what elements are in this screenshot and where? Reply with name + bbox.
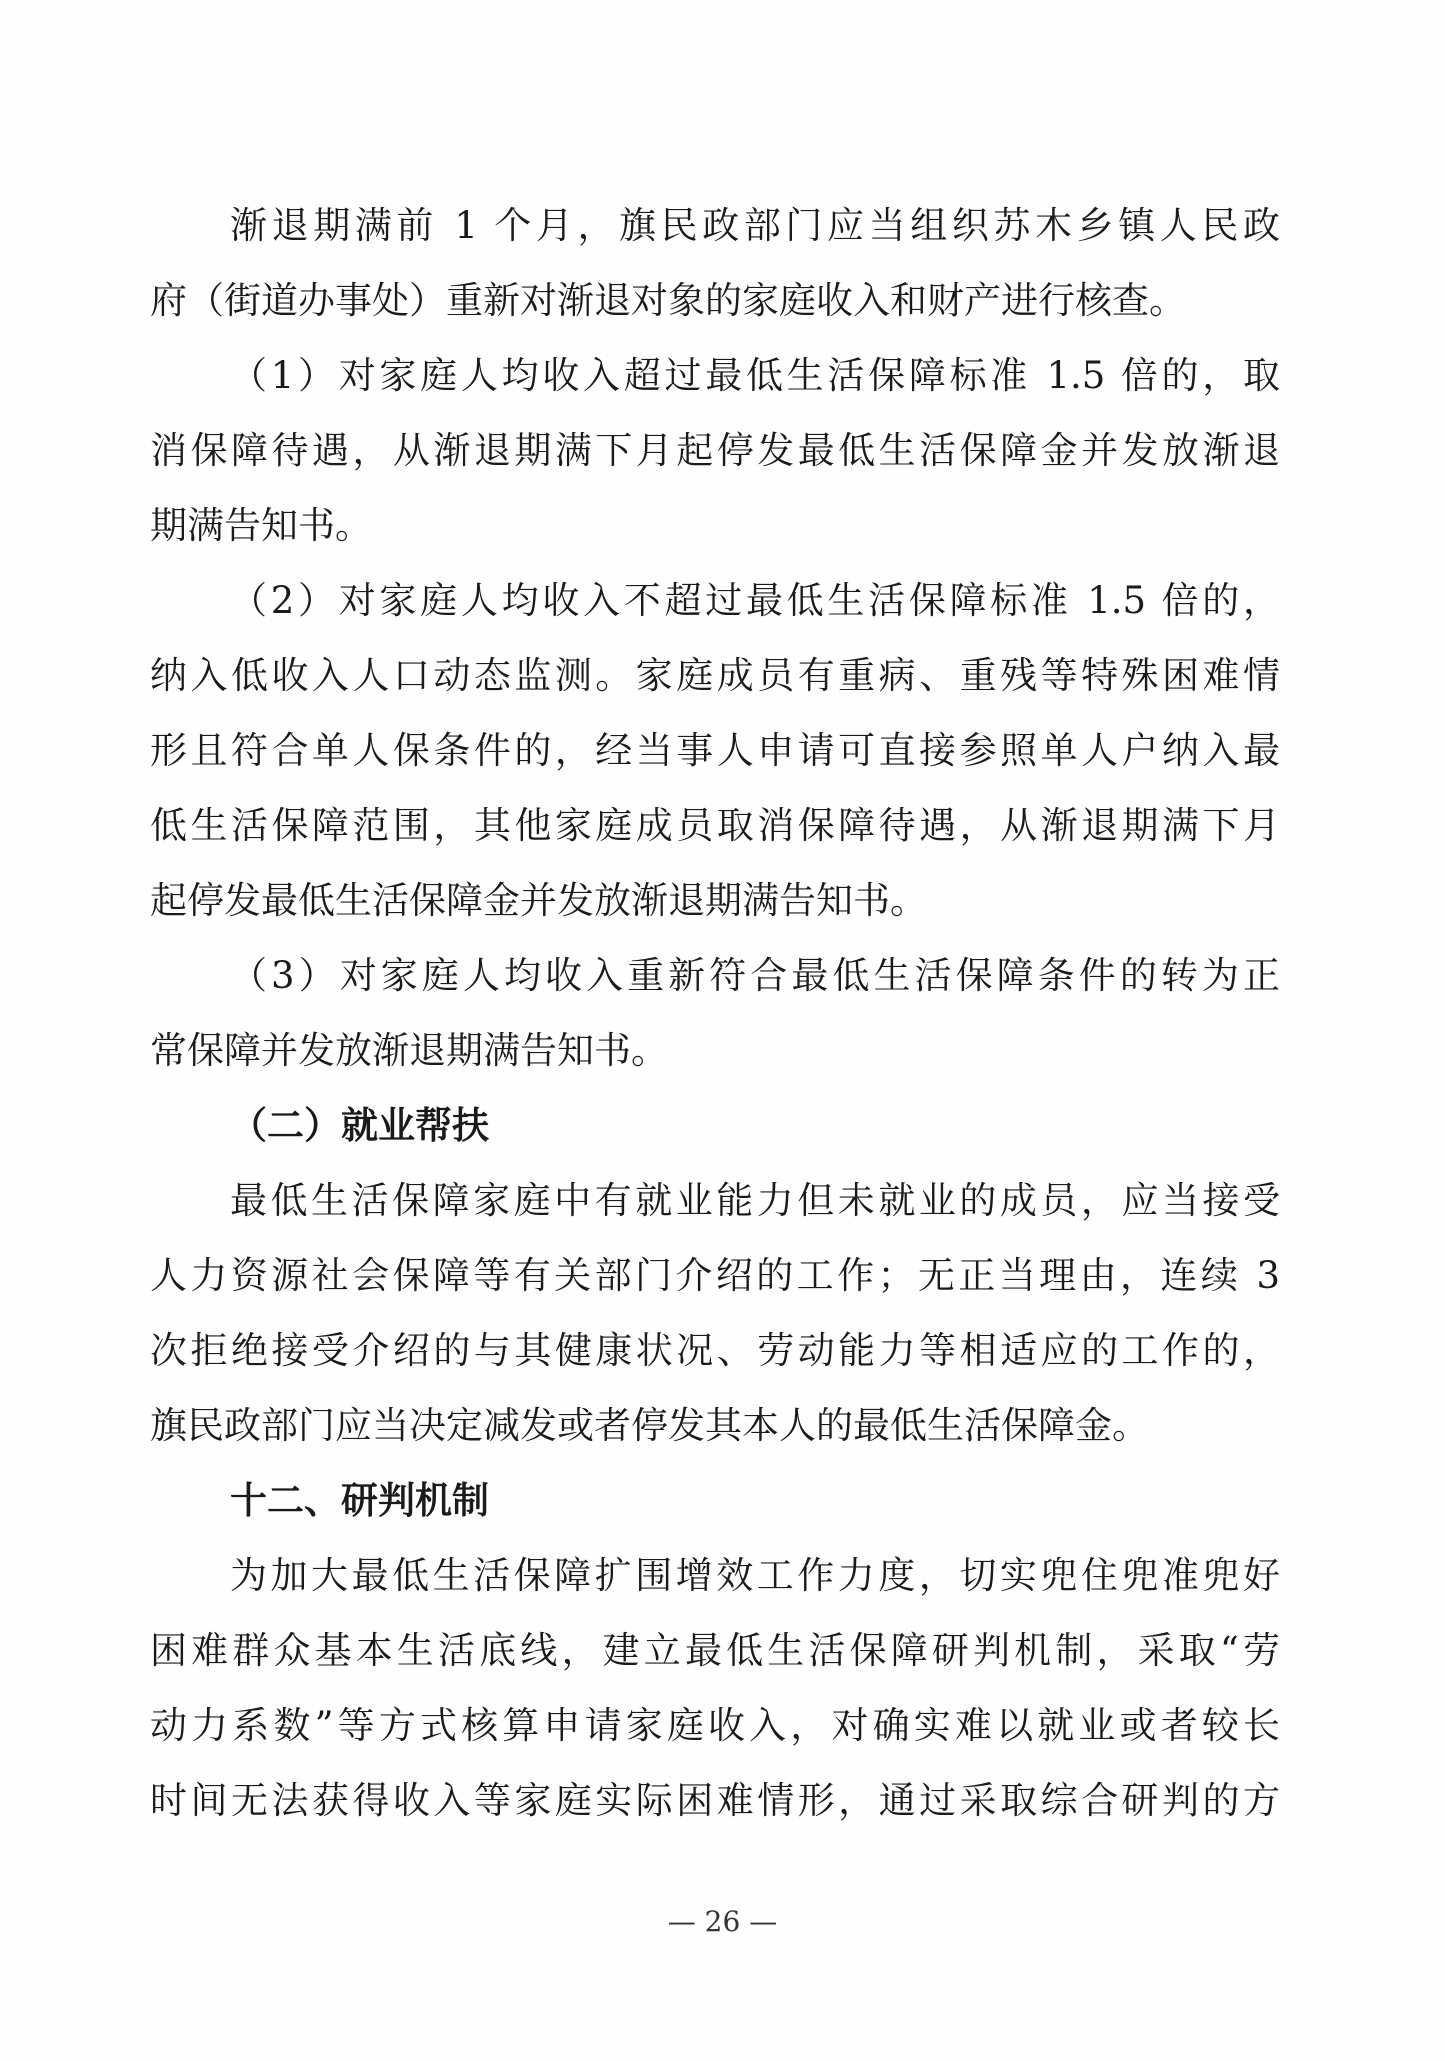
section-heading: 十二、研判机制 [230,1479,489,1522]
paragraph-line: 府（街道办事处）重新对渐退对象的家庭收入和财产进行核查。 [150,279,1186,322]
section-heading: （二）就业帮扶 [230,1104,489,1147]
paragraph-line: （2）对家庭人均收入不超过最低生活保障标准 1.5 倍的， [230,579,1280,622]
paragraph-line: 期满告知书。 [150,504,372,547]
paragraph-line: 最低生活保障家庭中有就业能力但未就业的成员，应当接受 [230,1179,1280,1222]
paragraph-line: （3）对家庭人均收入重新符合最低生活保障条件的转为正 [230,954,1280,997]
body-text [150,188,1280,1838]
paragraph-line: 常保障并发放渐退期满告知书。 [150,1029,668,1072]
paragraph-line: （1）对家庭人均收入超过最低生活保障标准 1.5 倍的，取 [230,354,1280,397]
paragraph-line: 起停发最低生活保障金并发放渐退期满告知书。 [150,879,927,922]
paragraph-line: 消保障待遇，从渐退期满下月起停发最低生活保障金并发放渐退 [150,429,1280,472]
paragraph-line: 时间无法获得收入等家庭实际困难情形，通过采取综合研判的方 [150,1779,1280,1822]
paragraph-line: 次拒绝接受介绍的与其健康状况、劳动能力等相适应的工作的， [150,1329,1280,1372]
paragraph-line: 困难群众基本生活底线，建立最低生活保障研判机制，采取“劳 [150,1629,1280,1672]
page-number: — 26 — [667,1905,778,1938]
paragraph-line: 旗民政部门应当决定减发或者停发其本人的最低生活保障金。 [150,1404,1149,1447]
paragraph-line: 为加大最低生活保障扩围增效工作力度，切实兜住兜准兜好 [230,1554,1280,1597]
paragraph-line: 人力资源社会保障等有关部门介绍的工作；无正当理由，连续 3 [150,1254,1280,1297]
paragraph-line: 纳入低收入人口动态监测。家庭成员有重病、重残等特殊困难情 [150,654,1280,697]
paragraph-line: 动力系数”等方式核算申请家庭收入，对确实难以就业或者较长 [150,1704,1280,1747]
paragraph-line: 渐退期满前 1 个月，旗民政部门应当组织苏木乡镇人民政 [230,204,1280,247]
paragraph-line: 低生活保障范围，其他家庭成员取消保障待遇，从渐退期满下月 [150,804,1280,847]
paragraph-line: 形且符合单人保条件的，经当事人申请可直接参照单人户纳入最 [150,729,1280,772]
